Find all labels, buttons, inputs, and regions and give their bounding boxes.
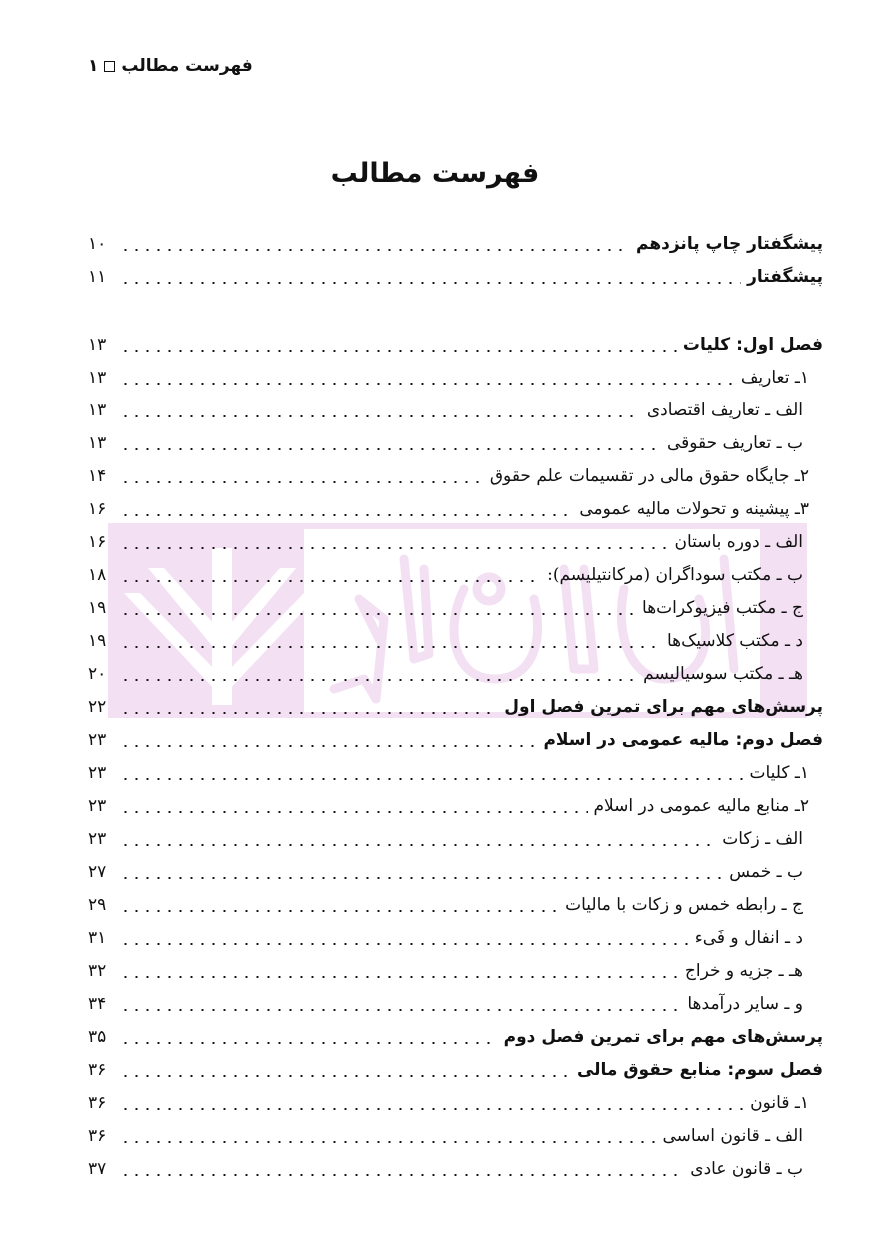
- dot-leader: [120, 1174, 684, 1176]
- toc-entry-page-number: ۳۵: [88, 1027, 107, 1047]
- toc-entry[interactable]: [88, 857, 823, 887]
- toc-entry-page-number: ۲۳: [88, 763, 107, 783]
- dot-leader: [120, 1009, 681, 1011]
- toc-entry-label: الف ـ قانون اساسی: [662, 1126, 803, 1146]
- toc-entry[interactable]: [88, 1088, 823, 1118]
- dot-leader: [120, 811, 588, 813]
- toc-entry-page-number: ۱۹: [88, 631, 107, 651]
- toc-entry-page-number: ۲۳: [88, 796, 107, 816]
- dot-leader: [120, 547, 668, 549]
- dot-leader: [120, 481, 484, 483]
- toc-entry-page-number: ۳۱: [88, 928, 107, 948]
- toc-entry-label: ج ـ رابطه خمس و زکات با مالیات: [565, 895, 803, 915]
- dot-leader: [120, 1075, 571, 1077]
- toc-entry[interactable]: [88, 989, 823, 1019]
- toc-entry-page-number: ۱۱: [88, 267, 107, 287]
- toc-entry-label: هـ ـ جزیه و خراج: [684, 961, 803, 981]
- toc-entry-page-number: ۲۳: [88, 730, 107, 750]
- toc-entry-label: الف ـ تعاریف اقتصادی: [646, 400, 803, 420]
- dot-leader: [120, 383, 735, 385]
- toc-entry-label: د ـ انفال و فَیء: [694, 928, 803, 948]
- toc-entry-label: ۲ـ منابع مالیه عمومی در اسلام: [593, 796, 809, 816]
- toc-entry-label: ب ـ تعاریف حقوقی: [666, 433, 803, 453]
- toc-entry-page-number: ۱۶: [88, 499, 107, 519]
- toc-entry-label: د ـ مکتب کلاسیک‌ها: [666, 631, 803, 651]
- dot-leader: [120, 1042, 498, 1044]
- toc-entry-label: پرسش‌های مهم برای تمرین فصل دوم: [503, 1027, 823, 1047]
- toc-entry-label: ۳ـ پیشینه و تحولات مالیه عمومی: [579, 499, 809, 519]
- toc-entry[interactable]: [88, 262, 823, 292]
- toc-entry[interactable]: [88, 527, 823, 557]
- toc-entry-label: ب ـ قانون عادی: [690, 1159, 803, 1179]
- toc-entry-label: ج ـ مکتب فیزیوکرات‌ها: [642, 598, 803, 618]
- toc-entry[interactable]: [88, 1121, 823, 1151]
- dot-leader: [120, 910, 559, 912]
- toc-entry-page-number: ۳۶: [88, 1060, 107, 1080]
- toc-entry-page-number: ۲۹: [88, 895, 107, 915]
- running-head-page-number: ۱: [88, 56, 99, 76]
- toc-entry-page-number: ۲۰: [88, 664, 107, 684]
- toc-entry-page-number: ۳۶: [88, 1093, 107, 1113]
- dot-leader: [120, 646, 661, 648]
- dot-leader: [120, 679, 637, 681]
- toc-entry-label: الف ـ زکات: [722, 829, 803, 849]
- toc-entry-page-number: ۲۳: [88, 829, 107, 849]
- toc-entry[interactable]: [88, 330, 823, 360]
- toc-entry[interactable]: [88, 363, 823, 393]
- toc-entry[interactable]: [88, 791, 823, 821]
- toc-entry-page-number: ۳۷: [88, 1159, 107, 1179]
- toc-entry-page-number: ۱۳: [88, 335, 107, 355]
- dot-leader: [120, 877, 723, 879]
- toc-entry-page-number: ۳۴: [88, 994, 107, 1014]
- toc-entry[interactable]: [88, 1154, 823, 1184]
- toc-entry-label: ب ـ مکتب سوداگران (مرکانتیلیسم):: [547, 565, 803, 585]
- toc-entry[interactable]: [88, 725, 823, 755]
- toc-entry[interactable]: [88, 923, 823, 953]
- toc-entry-label: ۲ـ جایگاه حقوق مالی در تقسیمات علم حقوق: [489, 466, 809, 486]
- toc-entry[interactable]: [88, 1055, 823, 1085]
- toc-entry-label: ۱ـ تعاریف: [740, 368, 809, 388]
- toc-entry[interactable]: [88, 692, 823, 722]
- dot-leader: [120, 613, 636, 615]
- toc-entry-page-number: ۱۰: [88, 234, 107, 254]
- toc-entry-label: ۱ـ قانون: [750, 1093, 809, 1113]
- dot-leader: [120, 976, 679, 978]
- toc-entry-page-number: ۱۳: [88, 433, 107, 453]
- toc-entry[interactable]: [88, 758, 823, 788]
- toc-entry-page-number: ۱۴: [88, 466, 107, 486]
- page-title: فهرست مطالب: [330, 158, 540, 189]
- toc-entry[interactable]: [88, 395, 823, 425]
- toc-entry-label: ب ـ خمس: [729, 862, 803, 882]
- toc-entry-label: الف ـ دوره باستان: [674, 532, 803, 552]
- toc-entry-label: پیشگفتار: [747, 267, 823, 287]
- toc-entry[interactable]: [88, 956, 823, 986]
- dot-leader: [120, 448, 661, 450]
- toc-entry-label: پرسش‌های مهم برای تمرین فصل اول: [504, 697, 823, 717]
- toc-entry[interactable]: [88, 626, 823, 656]
- toc-entry-page-number: ۱۸: [88, 565, 107, 585]
- dot-leader: [120, 249, 630, 251]
- dot-leader: [120, 282, 741, 284]
- toc-entry-label: ۱ـ کلیات: [749, 763, 809, 783]
- toc-entry-page-number: ۳۲: [88, 961, 107, 981]
- dot-leader: [120, 514, 573, 516]
- toc-entry[interactable]: [88, 1022, 823, 1052]
- running-head-title: فهرست مطالب: [121, 56, 253, 76]
- toc-entry-page-number: ۱۶: [88, 532, 107, 552]
- dot-leader: [120, 778, 743, 780]
- toc-entry[interactable]: [88, 494, 823, 524]
- toc-entry[interactable]: [88, 428, 823, 458]
- dot-leader: [120, 1108, 744, 1110]
- toc-entry[interactable]: [88, 890, 823, 920]
- dot-leader: [120, 350, 677, 352]
- toc-entry-page-number: ۳۶: [88, 1126, 107, 1146]
- dot-leader: [120, 745, 537, 747]
- toc-entry[interactable]: [88, 824, 823, 854]
- toc-entry-page-number: ۱۳: [88, 400, 107, 420]
- toc-entry[interactable]: [88, 229, 823, 259]
- toc-entry-label: و ـ سایر درآمدها: [687, 994, 803, 1014]
- toc-entry-label: فصل دوم: مالیه عمومی در اسلام: [543, 730, 823, 750]
- dot-leader: [120, 1141, 656, 1143]
- dot-leader: [120, 712, 498, 714]
- toc-entry-page-number: ۱۳: [88, 368, 107, 388]
- dot-leader: [120, 415, 641, 417]
- toc-entry[interactable]: [88, 461, 823, 491]
- dot-leader: [120, 580, 541, 582]
- toc-entry-label: هـ ـ مکتب سوسیالیسم: [643, 664, 803, 684]
- dot-leader: [120, 943, 689, 945]
- toc-entry-label: فصل سوم: منابع حقوق مالی: [576, 1060, 823, 1080]
- toc-entry[interactable]: [88, 659, 823, 689]
- toc-entry[interactable]: [88, 560, 823, 590]
- toc-entry-label: فصل اول: کلیات: [682, 335, 823, 355]
- toc-entry-label: پیشگفتار چاپ پانزدهم: [636, 234, 823, 254]
- toc-entry-page-number: ۲۲: [88, 697, 107, 717]
- toc-entry[interactable]: [88, 593, 823, 623]
- toc-entry-page-number: ۱۹: [88, 598, 107, 618]
- dot-leader: [120, 844, 716, 846]
- toc-entry-page-number: ۲۷: [88, 862, 107, 882]
